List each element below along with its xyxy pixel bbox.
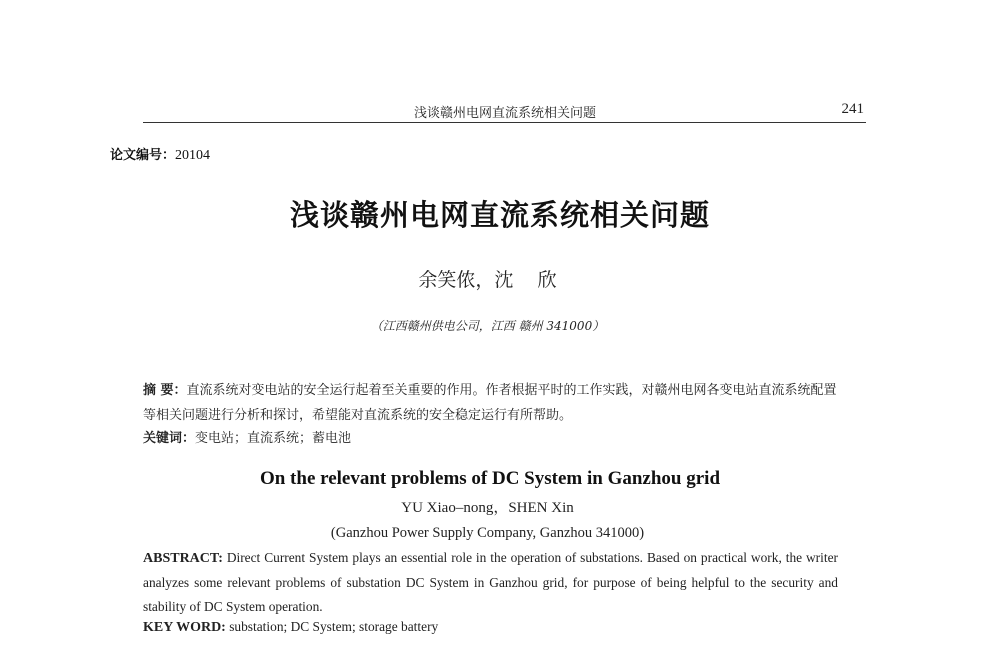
paper-title-chinese: 浅谈赣州电网直流系统相关问题 [289,198,710,232]
paper-title-english: On the relevant problems of DC System in Ganzhou grid [259,468,721,489]
keywords-chinese [143,427,843,446]
authors-chinese: 余笑侬，沈 欣 [418,269,557,291]
abstract-english [143,546,838,619]
page-number: 241 [841,101,864,117]
keywords-chinese-text: 变电站；直流系统；蓄电池 [195,431,352,446]
abstract-english-label: ABSTRACT: [143,551,223,566]
keywords-english-label: KEY WORD: [143,620,226,635]
paper-id-value: 20104 [175,148,211,163]
running-header-title: 浅谈赣州电网直流系统相关问题 [413,106,596,121]
keywords-english [143,619,843,636]
keywords-chinese-label: 关键词： [143,431,196,446]
keywords-english-text: substation; DC System; storage battery [229,619,439,634]
paper-id [110,144,210,164]
affiliation-english: (Ganzhou Power Supply Company, Ganzhou 341000) [330,525,645,541]
abstract-chinese-text: 直流系统对变电站的安全运行起着至关重要的作用。作者根据平时的工作实践，对赣州电网各变电站直流系统配置等相关问题进行分析和探讨，希望能对直流系统的安全稳定运行有所帮助。 [143,383,837,423]
paper-id-label: 论文编号： [110,148,176,163]
abstract-chinese [143,378,843,428]
abstract-english-text: Direct Current System plays an essential role in the operation of substations. Based on practical work, the writer analyzes some relevant problems of substation DC System in Ganzhou grid, for purpose of being helpful to the security and stability of DC System operation. [143,550,838,614]
authors-english: YU Xiao–nong，SHEN Xin [401,500,574,516]
affiliation-chinese: （江西赣州供电公司，江西 赣州 341000） [370,319,605,333]
running-header [143,100,866,123]
abstract-chinese-label: 摘 要： [143,383,187,398]
